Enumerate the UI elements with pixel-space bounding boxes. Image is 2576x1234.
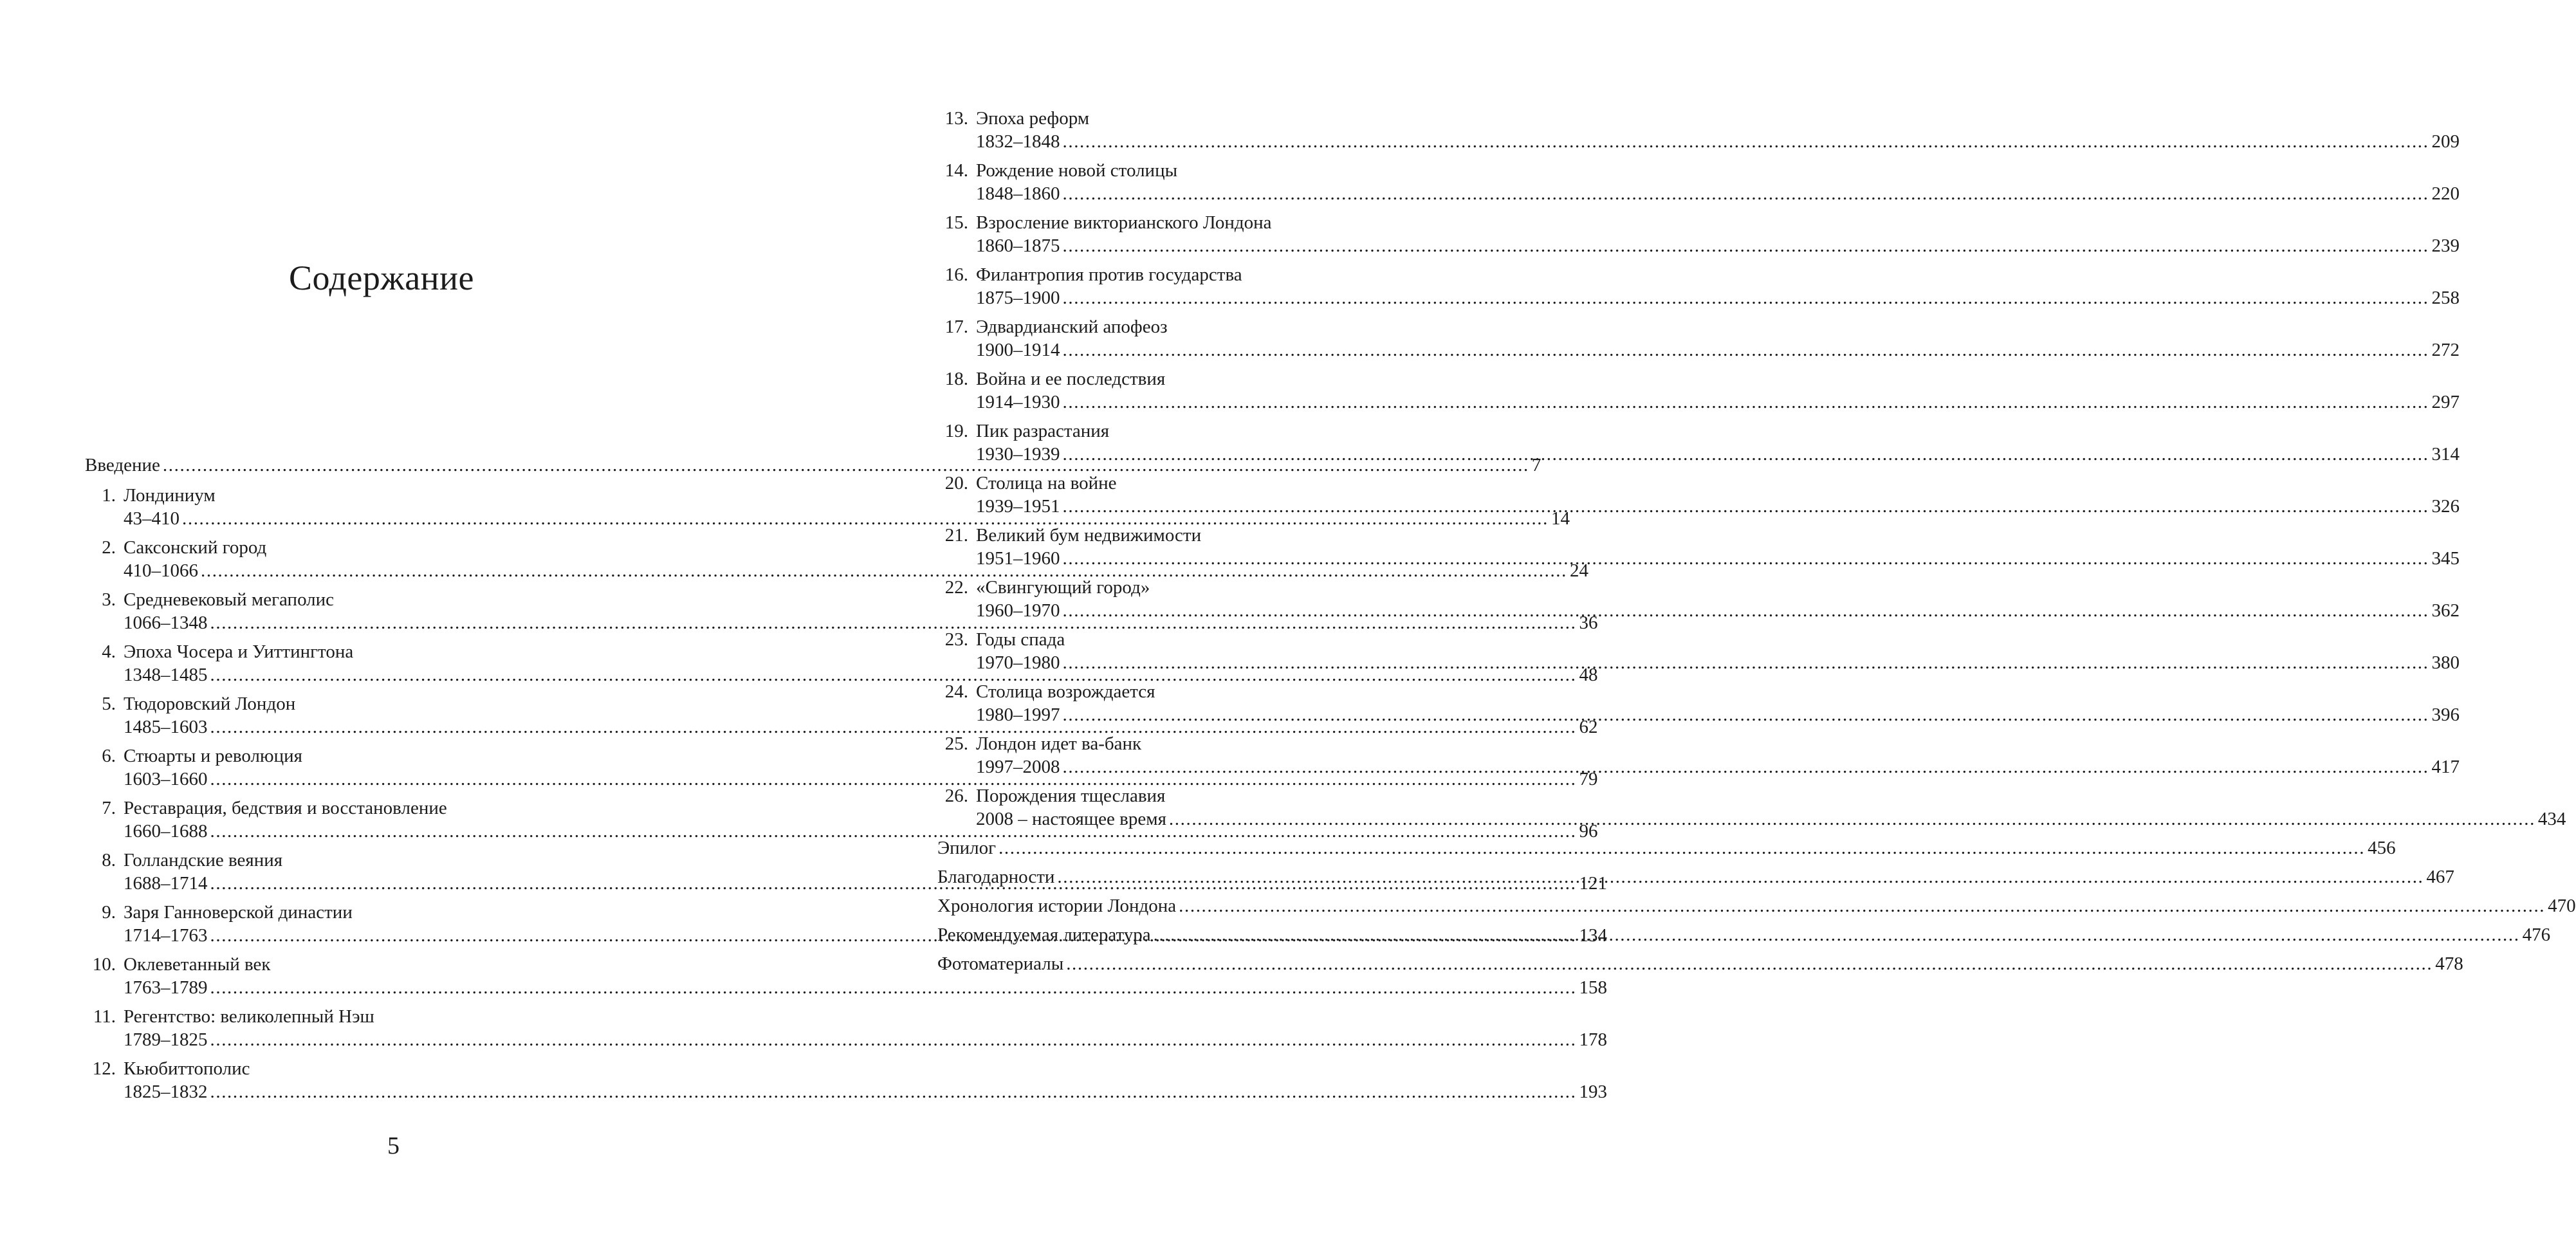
toc-page-number: 62 xyxy=(1579,717,1598,737)
toc-entry-chapter[interactable] xyxy=(937,784,2566,836)
dot-leader xyxy=(1063,495,2429,518)
chapter-years-line xyxy=(937,495,2460,518)
dot-leader xyxy=(1063,443,2429,466)
toc-entry-back-matter[interactable] xyxy=(937,923,2551,952)
chapter-number: 10. xyxy=(92,954,116,975)
dot-leader xyxy=(1063,651,2429,674)
chapter-title: Столица на войне xyxy=(976,473,1117,493)
chapter-years-line xyxy=(85,611,1598,634)
toc-entry-chapter[interactable] xyxy=(937,472,2460,524)
chapter-number: 13. xyxy=(944,108,968,129)
chapter-title: Пик разрастания xyxy=(976,421,1110,441)
chapter-years-line xyxy=(85,768,1598,791)
chapter-number: 23. xyxy=(944,629,968,650)
toc-entry-chapter[interactable] xyxy=(937,315,2460,367)
dot-leader xyxy=(1169,807,2535,831)
chapter-years-line xyxy=(937,703,2460,726)
chapter-title: Кьюбиттополис xyxy=(124,1058,250,1079)
dot-leader xyxy=(1063,391,2429,414)
toc-page-number: 96 xyxy=(1579,821,1598,842)
chapter-title: Столица возрождается xyxy=(976,681,1155,702)
chapter-number: 22. xyxy=(944,577,968,598)
chapter-years: 1688–1714 xyxy=(124,873,208,894)
toc-page-number: 476 xyxy=(2522,925,2551,945)
chapter-title: Оклеветанный век xyxy=(124,954,271,975)
back-matter-line xyxy=(937,836,2396,860)
toc-entry-chapter[interactable] xyxy=(937,211,2460,263)
chapter-title: Регентство: великолепный Нэш xyxy=(124,1006,374,1027)
chapter-years: 1914–1930 xyxy=(976,392,1060,412)
chapter-years: 1960–1970 xyxy=(976,600,1060,621)
chapter-years-line xyxy=(937,755,2460,778)
toc-entry-label: Рекомендуемая литература xyxy=(937,925,1151,945)
chapter-years: 1939–1951 xyxy=(976,496,1060,517)
chapter-title: Филантропия против государства xyxy=(976,264,1242,285)
page-title: Содержание xyxy=(289,259,474,297)
chapter-years-line xyxy=(937,807,2566,831)
chapter-years-line xyxy=(85,559,1588,582)
dot-leader xyxy=(1063,234,2429,257)
chapter-title: Стюарты и революция xyxy=(124,746,302,766)
chapter-title-line xyxy=(937,576,1736,599)
chapter-title-line xyxy=(85,849,702,872)
toc-page-number: 209 xyxy=(2431,131,2460,152)
toc-page-number: 158 xyxy=(1579,977,1607,998)
toc-page-number: 326 xyxy=(2431,496,2460,517)
toc-page-number: 14 xyxy=(1551,508,1570,529)
chapter-title: «Свингующий город» xyxy=(976,577,1150,598)
chapter-title: Реставрация, бедствия и восстановление xyxy=(124,798,447,818)
chapter-number: 21. xyxy=(944,525,968,546)
toc-entry-back-matter[interactable] xyxy=(937,836,2396,865)
chapter-years: 410–1066 xyxy=(124,560,198,581)
toc-page-number: 380 xyxy=(2431,652,2460,673)
chapter-title: Порождения тщеславия xyxy=(976,786,1166,806)
toc-entry-chapter[interactable] xyxy=(937,732,2460,784)
toc-page-number: 272 xyxy=(2431,340,2460,360)
chapter-number: 6. xyxy=(102,746,116,766)
toc-entry-chapter[interactable] xyxy=(937,576,2460,628)
dot-leader xyxy=(1063,182,2429,205)
chapter-title: Средневековый мегаполис xyxy=(124,589,335,610)
toc-page-number: 417 xyxy=(2431,757,2460,777)
chapter-title: Эпоха Чосера и Уиттингтона xyxy=(124,641,354,662)
toc-page-number: 48 xyxy=(1579,665,1598,685)
chapter-title: Голландские веяния xyxy=(124,850,283,870)
chapter-title-line xyxy=(937,680,1736,703)
chapter-number: 7. xyxy=(102,798,116,818)
chapter-title: Великий бум недвижимости xyxy=(976,525,1202,546)
back-matter-line xyxy=(937,952,2463,975)
dot-leader xyxy=(1154,923,2520,946)
chapter-title: Эпоха реформ xyxy=(976,108,1090,129)
chapter-number: 15. xyxy=(944,212,968,233)
chapter-title: Взросление викторианского Лондона xyxy=(976,212,1272,233)
chapter-years: 1825–1832 xyxy=(124,1082,208,1102)
toc-page-number: 456 xyxy=(2368,838,2396,858)
chapter-years-line xyxy=(85,1028,1607,1051)
toc-page-number: 220 xyxy=(2431,183,2460,204)
chapter-title: Годы спада xyxy=(976,629,1065,650)
chapter-years: 1900–1914 xyxy=(976,340,1060,360)
toc-page-number: 239 xyxy=(2431,235,2460,256)
toc-page-number: 478 xyxy=(2435,953,2463,974)
dot-leader xyxy=(1063,338,2429,362)
chapter-title: Эдвардианский апофеоз xyxy=(976,317,1168,337)
dot-leader xyxy=(1066,952,2433,975)
chapter-title-line xyxy=(937,159,1736,182)
chapter-number: 2. xyxy=(102,537,116,558)
chapter-years: 1980–1997 xyxy=(976,704,1060,725)
chapter-title-line xyxy=(85,484,702,507)
chapter-years: 1951–1960 xyxy=(976,548,1060,569)
chapter-title-line xyxy=(937,367,1736,391)
toc-entry-chapter[interactable] xyxy=(937,680,2460,732)
dot-leader xyxy=(1057,865,2424,889)
dot-leader xyxy=(1063,703,2429,726)
chapter-years: 1875–1900 xyxy=(976,288,1060,308)
toc-page-number: 79 xyxy=(1579,769,1598,789)
toc-page-number: 178 xyxy=(1579,1029,1607,1050)
toc-list-right xyxy=(937,107,2576,981)
chapter-years: 1066–1348 xyxy=(124,612,208,633)
toc-page-number: 314 xyxy=(2431,444,2460,465)
chapter-title-line xyxy=(937,211,1736,234)
toc-page-number: 297 xyxy=(2431,392,2460,412)
toc-page-number: 7 xyxy=(1531,455,1541,475)
toc-entry-label: Эпилог xyxy=(937,838,997,858)
chapter-title-line xyxy=(937,107,1736,130)
toc-entry-chapter[interactable] xyxy=(937,159,2460,211)
toc-page-number: 434 xyxy=(2537,809,2566,829)
toc-page-number: 470 xyxy=(2548,896,2576,916)
toc-entry-label: Хронология истории Лондона xyxy=(937,896,1177,916)
toc-entry-back-matter[interactable] xyxy=(937,865,2454,894)
chapter-title: Тюдоровский Лондон xyxy=(124,694,296,714)
chapter-title-line xyxy=(85,797,702,820)
dot-leader xyxy=(1179,894,2545,917)
chapter-number: 11. xyxy=(93,1006,116,1027)
chapter-title-line xyxy=(85,901,702,924)
chapter-years: 1763–1789 xyxy=(124,977,208,998)
chapter-title-line xyxy=(85,588,702,611)
toc-entry-back-matter[interactable] xyxy=(937,952,2463,981)
toc-page-number: 121 xyxy=(1579,873,1607,894)
dot-leader xyxy=(1063,547,2429,570)
chapter-years: 1997–2008 xyxy=(976,757,1060,777)
chapter-years: 1848–1860 xyxy=(976,183,1060,204)
chapter-title-line xyxy=(85,953,702,976)
toc-page-number: 193 xyxy=(1579,1082,1607,1102)
toc-entry-chapter[interactable] xyxy=(937,263,2460,315)
chapter-title-line xyxy=(937,472,1736,495)
chapter-years: 1789–1825 xyxy=(124,1029,208,1050)
chapter-number: 20. xyxy=(944,473,968,493)
toc-entry-back-matter[interactable] xyxy=(937,894,2576,923)
chapter-title-line xyxy=(85,744,702,768)
back-matter-line xyxy=(937,923,2551,946)
chapter-number: 4. xyxy=(102,641,116,662)
chapter-years: 1485–1603 xyxy=(124,717,208,737)
chapter-years-line xyxy=(85,820,1598,843)
chapter-title-line xyxy=(937,315,1736,338)
chapter-title-line xyxy=(85,1057,702,1080)
chapter-years: 1660–1688 xyxy=(124,821,208,842)
toc-page-number: 345 xyxy=(2431,548,2460,569)
chapter-title: Лондиниум xyxy=(124,485,216,506)
chapter-number: 9. xyxy=(102,902,116,923)
chapter-title-line xyxy=(937,419,1736,443)
chapter-years-line xyxy=(937,547,2460,570)
toc-entry-chapter[interactable] xyxy=(85,1057,1607,1109)
toc-page-number: 467 xyxy=(2426,867,2454,887)
chapter-years-line xyxy=(937,234,2460,257)
chapter-years-line xyxy=(85,976,1607,999)
chapter-years-line xyxy=(937,599,2460,622)
toc-page-number: 258 xyxy=(2431,288,2460,308)
dot-leader xyxy=(1063,599,2429,622)
toc-entry-chapter[interactable] xyxy=(937,524,2460,576)
chapter-title-line xyxy=(937,263,1736,286)
chapter-number: 26. xyxy=(944,786,968,806)
chapter-title: Война и ее последствия xyxy=(976,369,1166,389)
chapter-years: 1603–1660 xyxy=(124,769,208,789)
chapter-title-line xyxy=(937,628,1736,651)
dot-leader xyxy=(1063,286,2429,309)
chapter-years-line xyxy=(937,651,2460,674)
chapter-years: 1714–1763 xyxy=(124,925,208,946)
toc-page-number: 362 xyxy=(2431,600,2460,621)
chapter-title-line xyxy=(937,524,1736,547)
dot-leader xyxy=(1063,130,2429,153)
chapter-years-line xyxy=(937,286,2460,309)
chapter-number: 1. xyxy=(102,485,116,506)
toc-entry-chapter[interactable] xyxy=(85,1005,1607,1057)
chapter-title-line xyxy=(85,640,702,663)
toc-page-number: 24 xyxy=(1570,560,1588,581)
toc-entry-chapter[interactable] xyxy=(937,628,2460,680)
toc-page-number: 396 xyxy=(2431,704,2460,725)
dot-leader xyxy=(1063,755,2429,778)
chapter-title: Саксонский город xyxy=(124,537,267,558)
back-matter-line xyxy=(937,865,2454,889)
right-page xyxy=(823,0,2576,1234)
chapter-number: 5. xyxy=(102,694,116,714)
chapter-number: 16. xyxy=(944,264,968,285)
chapter-years-line xyxy=(937,338,2460,362)
chapter-years-line xyxy=(937,443,2460,466)
chapter-years: 1348–1485 xyxy=(124,665,208,685)
chapter-years-line xyxy=(85,715,1598,739)
chapter-title-line xyxy=(85,536,702,559)
chapter-years: 43–410 xyxy=(124,508,179,529)
chapter-title-line xyxy=(937,732,1736,755)
dot-leader xyxy=(998,836,2365,860)
chapter-number: 19. xyxy=(944,421,968,441)
chapter-years-line xyxy=(937,182,2460,205)
chapter-years: 1832–1848 xyxy=(976,131,1060,152)
chapter-title-line xyxy=(85,1005,702,1028)
back-matter-line xyxy=(937,894,2576,917)
chapter-years-line xyxy=(937,130,2460,153)
toc-entry-chapter[interactable] xyxy=(937,107,2460,159)
chapter-number: 12. xyxy=(92,1058,116,1079)
chapter-years-line xyxy=(85,507,1570,530)
chapter-years-line xyxy=(85,1080,1607,1103)
chapter-number: 14. xyxy=(944,160,968,181)
chapter-years: 1860–1875 xyxy=(976,235,1060,256)
chapter-number: 17. xyxy=(944,317,968,337)
chapter-years-line xyxy=(937,391,2460,414)
chapter-years-line xyxy=(85,663,1598,686)
chapter-title-line xyxy=(937,784,1736,807)
toc-entry-label: Введение xyxy=(85,455,160,475)
chapter-title: Лондон идет ва-банк xyxy=(976,733,1142,754)
chapter-number: 25. xyxy=(944,733,968,754)
toc-entry-label: Фотоматериалы xyxy=(937,953,1064,974)
toc-entry-chapter[interactable] xyxy=(937,367,2460,419)
chapter-number: 3. xyxy=(102,589,116,610)
chapter-title-line xyxy=(85,692,702,715)
toc-page-number: 36 xyxy=(1579,612,1598,633)
chapter-number: 18. xyxy=(944,369,968,389)
chapter-number: 24. xyxy=(944,681,968,702)
chapter-years: 2008 – настоящее время xyxy=(976,809,1166,829)
chapter-years: 1930–1939 xyxy=(976,444,1060,465)
toc-page-number: 134 xyxy=(1579,925,1607,946)
toc-entry-label: Благодарности xyxy=(937,867,1055,887)
chapter-title: Заря Ганноверской династии xyxy=(124,902,353,923)
toc-entry-chapter[interactable] xyxy=(937,419,2460,472)
chapter-title: Рождение новой столицы xyxy=(976,160,1178,181)
page-folio: 5 xyxy=(387,1132,400,1159)
chapter-number: 8. xyxy=(102,850,116,870)
chapter-years: 1970–1980 xyxy=(976,652,1060,673)
